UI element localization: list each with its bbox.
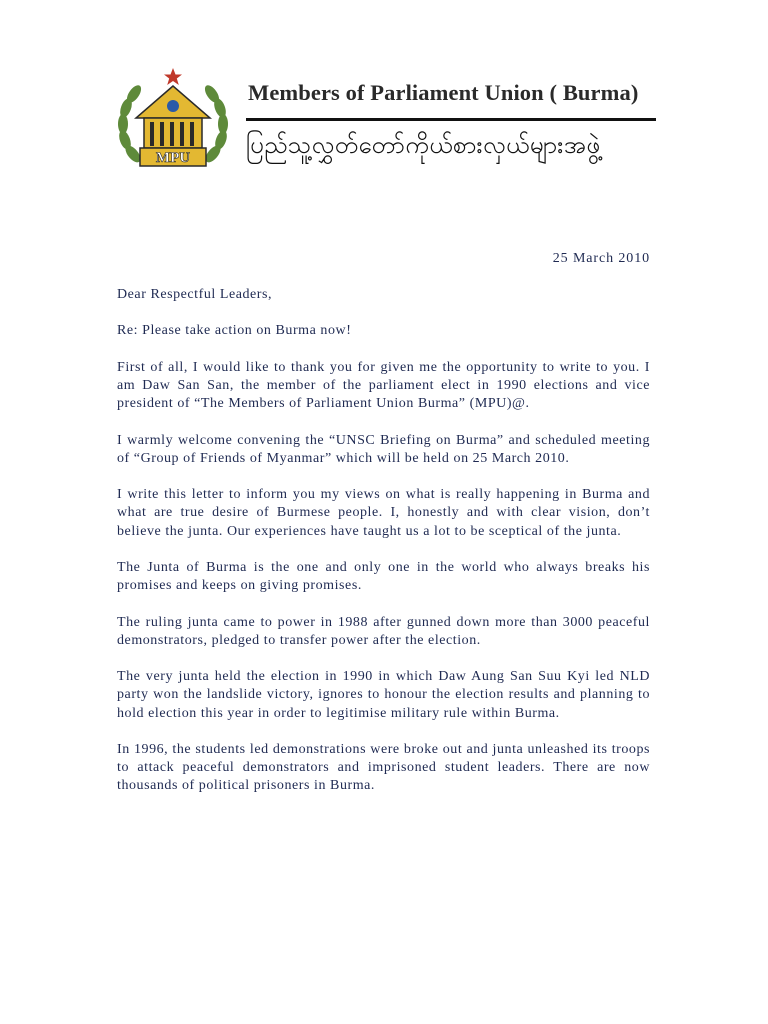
star-icon bbox=[164, 68, 182, 85]
paragraph: The ruling junta came to power in 1988 after gunned down more than 3000 peaceful demonstrators, pledged to transfer power after the election. bbox=[117, 614, 650, 648]
paragraph: I write this letter to inform you my views on what is really happening in Burma and what are true desire of Burmese people. I, honestly and with clear vision, don’t believe the junta. Our experiences have taught us a lot to be sceptical of the junta. bbox=[117, 487, 650, 539]
letterhead bbox=[110, 58, 680, 176]
org-name-english: Members of Parliament Union ( Burma) bbox=[248, 80, 639, 105]
subject-line: Re: Please take action on Burma now! bbox=[117, 323, 352, 339]
salutation: Dear Respectful Leaders, bbox=[117, 287, 273, 302]
letter-date: 25 March 2010 bbox=[552, 251, 650, 266]
header-rule bbox=[246, 118, 656, 121]
org-name-burmese: ပြည်သူ့လွှတ်တော်ကိုယ်စားလှယ်များအဖွဲ့ bbox=[246, 131, 601, 159]
paragraph: In 1996, the students led demonstrations were broke out and junta unleashed its troops to attack peaceful demonstrators and imprisoned student leaders. There are now thousands of political prisoners in Burma. bbox=[117, 741, 650, 794]
paragraph: First of all, I would like to thank you for given me the opportunity to write to you. I am Daw San San, the member of the parliament elect in 1990 elections and vice president of “The Members of Parliament Union Burma” (MPU)@. bbox=[117, 359, 650, 412]
paragraph: The very junta held the election in 1990 in which Daw Aung San Suu Kyi led NLD party won the landslide victory, ignores to honour the election results and planning to hold election this year in order to legitimise military rule within Burma. bbox=[117, 669, 650, 721]
logo-text: MPU bbox=[155, 150, 191, 166]
mpu-emblem-icon bbox=[114, 66, 232, 178]
paragraph: I warmly welcome convening the “UNSC Briefing on Burma” and scheduled meeting of “Group of Friends of Myanmar” which will be held on 25 March 2010. bbox=[117, 432, 650, 466]
paragraph: The Junta of Burma is the one and only one in the world who always breaks his promises and keeps on giving promises. bbox=[117, 559, 650, 594]
letter-body bbox=[117, 286, 650, 814]
